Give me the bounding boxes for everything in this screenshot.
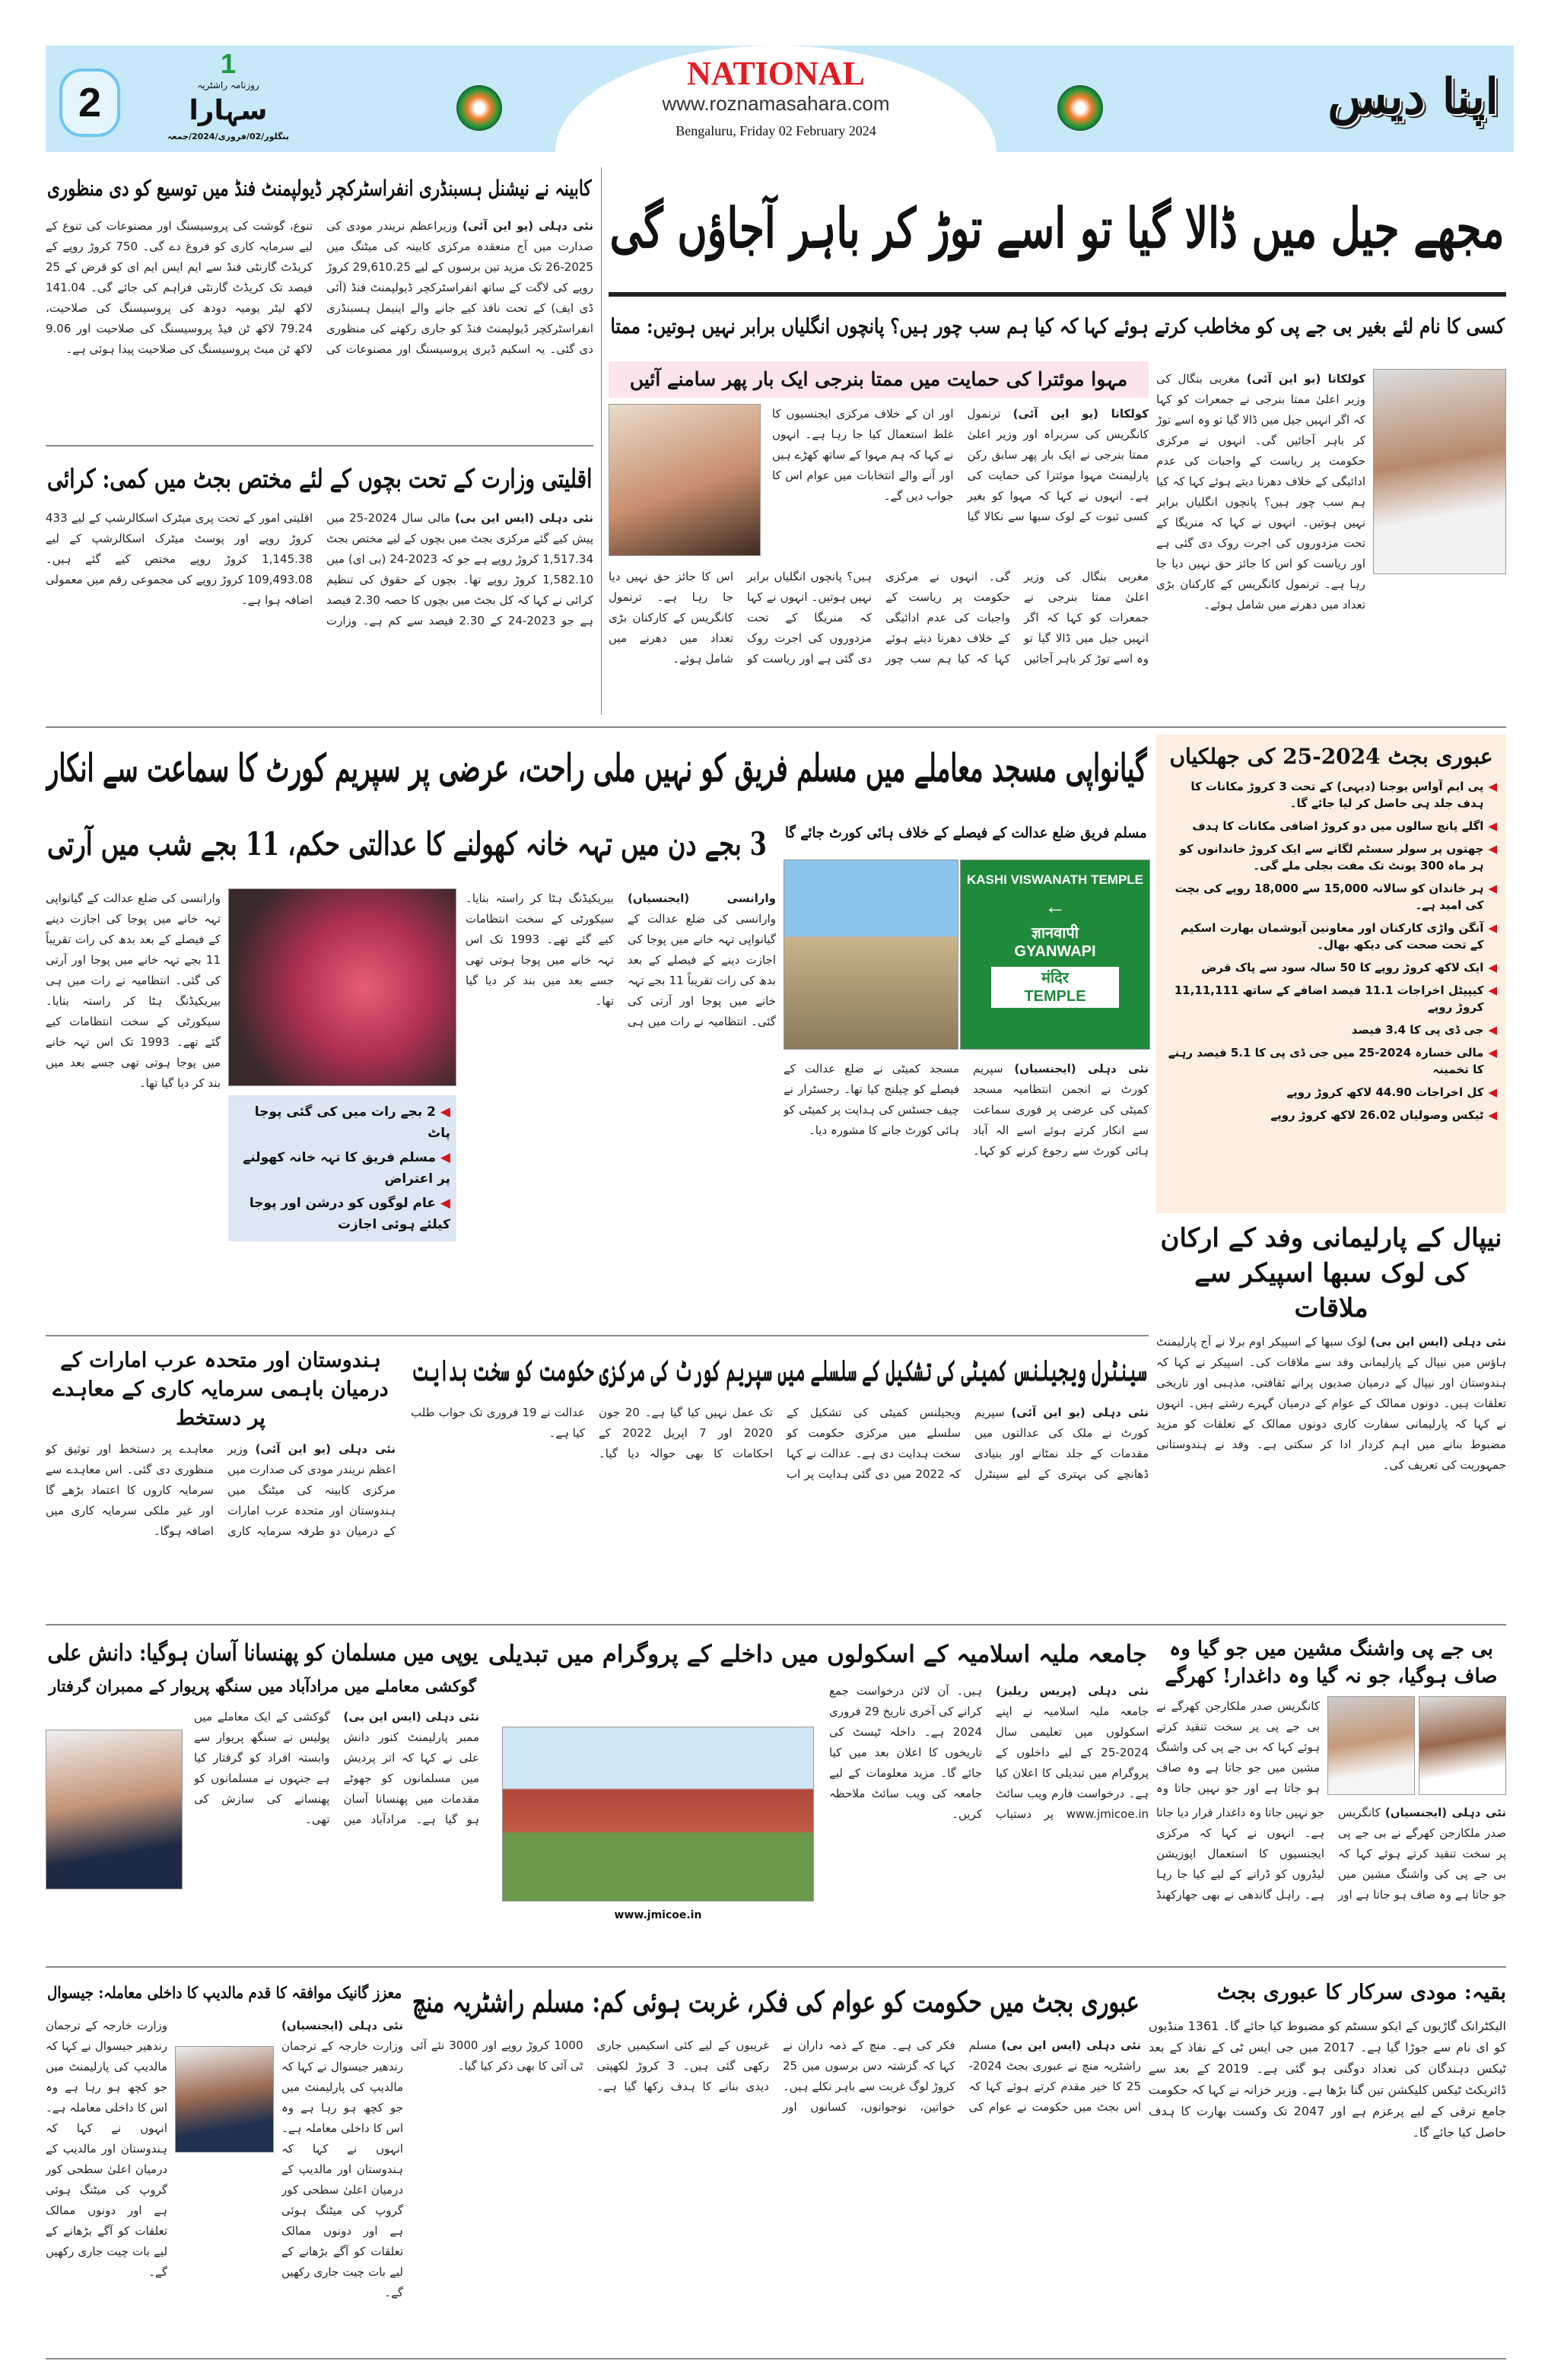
highlight-item bbox=[1165, 1044, 1497, 1078]
mahua-continued bbox=[609, 567, 1149, 710]
page-number: 2 bbox=[78, 80, 102, 126]
dateline: کولکاتا (یو این آئی) bbox=[1012, 407, 1149, 421]
bullet-icon: ◀ bbox=[1488, 1085, 1497, 1099]
paper-name: سہارا bbox=[189, 95, 268, 126]
dateline: نئی دہلی (یو این آئی) bbox=[1011, 1406, 1149, 1419]
priest-puja-photo bbox=[228, 888, 456, 1086]
bullet-icon: ◀ bbox=[1488, 842, 1497, 856]
article-mahua bbox=[609, 361, 1149, 561]
article-body: ممبر پارلیمنٹ کنور دانش علی نے کہا کہ اتر پردیش میں مسلمانوں کو جھوٹے مقدمات میں پھنسانا آسان ہو گیا ہے۔ مرادآباد میں گوکشی کے ایک معاملے میں پولیس نے سنگھ پریوار سے وابستہ افراد کو گرفتار کیا ہے جنہوں نے مسلمانوں کو پھنسانے کی سازش کی تھی۔ bbox=[194, 1710, 479, 1826]
highlight-item bbox=[1165, 959, 1497, 976]
article-body: جامعہ ملیہ اسلامیہ نے اپنے اسکولوں میں تعلیمی سال 2024-25 کے لیے داخلوں کے پروگرام میں تبدیلی کا اعلان کیا ہے۔ درخواست فارم ویب سائٹ www.jmicoe.in پر دستیاب ہیں۔ آن لائن درخواست جمع کرانے کی آخری تاریخ 29 فروری 2024 ہے۔ داخلہ ٹیسٹ کی تاریخوں کا اعلان بعد میں کیا جائے گا۔ مزید معلومات کے لیے جامعہ کی ویب سائٹ ملاحظہ کریں۔ bbox=[829, 1684, 1149, 1821]
sunburst-icon bbox=[1057, 85, 1103, 131]
highlight-item bbox=[1165, 840, 1497, 874]
article-uae bbox=[46, 1346, 396, 1613]
callout-item: ◀ مسلم فریق کا تہہ خانہ کھولنے پر اعتراض bbox=[243, 1150, 450, 1187]
divider bbox=[601, 167, 602, 715]
danish-ali-photo bbox=[46, 1730, 183, 1889]
article-body: وارانسی کی ضلع عدالت کے گیانواپی تہہ خانے میں پوجا کی اجازت دینے کے فیصلے کے بعد بدھ کی رات تقریباً 11 بجے تہہ خانے میں پوجا اور آرتی کی گئی۔ انتظامیہ نے رات میں ہی بیریکیڈنگ ہٹا کر راستہ بنایا۔ سیکورٹی کے سخت انتظامات کیے گئے تھے۔ 1993 تک اس تہہ خانے میں پوجا ہوتی تھی جسے بعد میں بند کر دیا گیا تھا۔ bbox=[466, 891, 776, 1028]
page-title: اپنا دیس bbox=[1327, 68, 1499, 126]
headline: سینٹرل ویجیلنس کمیٹی کی تشکیل کے سلسلے میں سپریم کورٹ کی مرکزی حکومت کو سخت ہدایت bbox=[412, 1353, 1148, 1388]
lead-subheadline: کسی کا نام لئے بغیر بی جے پی کو مخاطب کرتے ہوئے کہا کہ کیا ہم سب چور ہیں؟ پانچوں انگلیاں برابر نہیں ہوتیں: ممتا bbox=[610, 315, 1505, 338]
mahua-moitra-photo bbox=[609, 404, 761, 556]
temple-sign-photo bbox=[960, 860, 1150, 1050]
urdu-date: بنگلور/02/فروری/2024/جمعہ bbox=[167, 132, 290, 141]
sign-text: मंदिर bbox=[1041, 970, 1069, 987]
headline: کابینہ نے نیشنل ہسبنڈری انفراسٹرکچر ڈیولپمنٹ فنڈ میں توسیع کو دی منظوری bbox=[47, 176, 592, 202]
article-body: سپریم کورٹ نے انجمن انتظامیہ مسجد کمیٹی کی عرضی پر فوری سماعت سے انکار کرتے ہوئے اسے الہ آباد ہائی کورٹ سے رجوع کرنے کو کہا۔ مسجد کمیٹی نے ضلع عدالت کے فیصلے کو چیلنج کیا تھا۔ رجسٹرار نے چیف جسٹس کی ہدایت پر کمیٹی کو ہائی کورٹ جانے کا مشورہ دیا۔ bbox=[784, 1062, 1149, 1158]
headline: ہندوستان اور متحدہ عرب امارات کے درمیان باہمی سرمایہ کاری کے معاہدے پر دستخط bbox=[52, 1349, 389, 1430]
divider bbox=[46, 445, 593, 446]
divider bbox=[46, 1966, 1506, 1968]
headline: مہوا موئترا کی حمایت میں ممتا بنرجی ایک بار پھر سامنے آئیں bbox=[629, 368, 1128, 390]
highlight-text: کیپیٹل اخراجات 11.1 فیصد اضافے کے ساتھ 11,11,111 کروڑ روپے bbox=[1174, 983, 1484, 1014]
article-up bbox=[46, 1635, 479, 1955]
bullet-icon: ◀ bbox=[1488, 780, 1497, 793]
bullet-icon: ◀ bbox=[436, 1104, 450, 1120]
bullet-icon: ◀ bbox=[1488, 1023, 1497, 1037]
bullet-icon: ◀ bbox=[1488, 882, 1497, 895]
nepal-headline: نیپال کے پارلیمانی وفد کے ارکان کی لوک سبھا اسپیکر سے ملاقات bbox=[1160, 1223, 1502, 1323]
dateline: نئی دہلی (ایس این بی) bbox=[1370, 1335, 1506, 1349]
bullet-icon: ◀ bbox=[1488, 819, 1497, 833]
article-interim-budget bbox=[411, 1978, 1141, 2350]
bullet-icon: ◀ bbox=[436, 1150, 450, 1165]
article-body: کانگریس صدر ملکارجن کھرگے نے بی جے پی پر سخت تنقید کرتے ہوئے کہا کہ بی جے پی کی واشنگ مشین میں جو جاتا ہے وہ صاف ہو جاتا ہے اور جو نہیں جاتا وہ bbox=[1156, 1699, 1320, 1795]
headline: جامعہ ملیہ اسلامیہ کے اسکولوں میں داخلے کے پروگرام میں تبدیلی bbox=[488, 1641, 1148, 1669]
highlight-text: جی ڈی پی کا 3.4 فیصد bbox=[1351, 1023, 1484, 1037]
article-jamia bbox=[487, 1635, 1149, 1955]
article-body: مغربی بنگال کی وزیر اعلیٰ ممتا بنرجی نے جمعرات کو کہا کہ اگر انہیں جیل میں ڈالا گیا تو وہ اسے توڑ کر باہر آجائیں گی۔ انہوں نے مرکزی حکومت پر ریاست کے واجبات کی عدم ادائیگی کے خلاف دھرنا دیتے ہوئے کہا کہ کیا ہم سب چور ہیں؟ پانچوں انگلیاں برابر نہیں ہوتیں۔ انہوں نے کہا کہ منریگا کے تحت مزدوروں کی اجرت روک دی گئی ہے اور ریاست کو اس کا جائز حق نہیں دیا جا رہا ہے۔ ترنمول کانگریس کے کارکنان بڑی تعداد میں دھرنے میں شامل ہوئے۔ bbox=[1156, 372, 1365, 612]
highlight-item bbox=[1165, 982, 1497, 1015]
article-body: سپریم کورٹ نے ملک کی عدالتوں میں مقدمات کے جلد نمٹانے اور بنیادی ڈھانچے کی بہتری کے لیے سینٹرل ویجیلنس کمیٹی کی تشکیل کے سلسلے میں مرکزی حکومت کو سخت ہدایت دی ہے۔ عدالت نے کہا کہ 2022 میں دی گئی ہدایت پر اب تک عمل نہیں کیا گیا ہے۔ 20 جون 2020 اور 7 اپریل 2022 کے احکامات کا بھی حوالہ دیا گیا۔ عدالت نے 19 فروری تک جواب طلب کیا ہے۔ bbox=[411, 1406, 1149, 1481]
divider bbox=[46, 1335, 1149, 1336]
article-minority bbox=[46, 456, 593, 715]
article-body: وزیر اعظم نریندر مودی کی صدارت میں مرکزی کابینہ کی میٹنگ میں ہندوستان اور متحدہ عرب امارات کے درمیان دو طرفہ سرمایہ کاری معاہدے پر دستخط اور توثیق کو منظوری دی گئی۔ اس معاہدے سے سرمایہ کاروں کا اعتماد بڑھے گا اور غیر ملکی سرمایہ کاری میں اضافہ ہوگا۔ bbox=[46, 1442, 396, 1538]
jaiswal-photo bbox=[175, 2046, 274, 2153]
masthead bbox=[46, 46, 1514, 152]
divider bbox=[46, 1624, 1506, 1625]
logo-number-icon: 1 bbox=[220, 48, 237, 79]
highlight-item bbox=[1165, 818, 1497, 834]
mosque-photo bbox=[784, 860, 958, 1050]
paper-tag: روزنامہ راشٹریہ bbox=[197, 80, 259, 91]
headline: اقلیتی وزارت کے تحت بچوں کے لئے مختص بجٹ میں کمی: کرائی bbox=[46, 463, 593, 494]
gyanvapi-subheadline: 3 بجے دن میں تہہ خانہ کھولنے کا عدالتی حکم، 11 بجے شب میں آرتی bbox=[47, 825, 767, 863]
bullet-icon: ◀ bbox=[436, 1196, 450, 1211]
arrow-left-icon: ← bbox=[1044, 894, 1066, 918]
bullet-icon: ◀ bbox=[1488, 961, 1497, 974]
kharge-photo bbox=[1419, 1696, 1506, 1795]
highlight-item bbox=[1165, 920, 1497, 953]
divider bbox=[46, 726, 1506, 728]
bullet-icon: ◀ bbox=[1488, 921, 1497, 935]
highlight-text: چھتوں پر سولر سسٹم لگانے سے ایک کروڑ خاندانوں کو ہر ماہ 300 یونٹ تک مفت بجلی ملے گی۔ bbox=[1179, 842, 1484, 872]
sign-text: TEMPLE bbox=[1024, 988, 1086, 1005]
dateline: نئی دہلی (ایجنسیاں) bbox=[281, 2019, 403, 2032]
article-body: ترنمول کانگریس کی سربراہ اور وزیر اعلیٰ ممتا بنرجی نے ایک بار پھر سابق رکن پارلیمنٹ مہوا موئترا کی حمایت کی ہے۔ انہوں نے کہا کہ مہوا کو بغیر کسی ثبوت کے لوک سبھا سے نکالا گیا اور ان کے خلاف مرکزی ایجنسیوں کا غلط استعمال کیا جا رہا ہے۔ انہوں نے کہا کہ ہم مہوا کے ساتھ کھڑے ہیں اور آنے والے انتخابات میں عوام اس کا جواب دیں گے۔ bbox=[772, 407, 1149, 523]
gyanvapi-callout bbox=[228, 1095, 456, 1241]
article-body: لوک سبھا کے اسپیکر اوم برلا نے آج پارلیمنٹ ہاؤس میں نیپال کے پارلیمانی وفد سے ملاقات کی۔ اسپیکر نے کہا کہ ہندوستان اور نیپال کے درمیان صدیوں پرانے ثقافتی، مذہبی اور تاریخی تعلقات ہیں۔ دونوں ممالک کے عوام کے درمیان گہرے رشتے ہیں۔ انہوں نے کہا کہ پارلیمانی سفارت کاری دونوں ممالک کے تعلقات کو مزید مضبوط بنانے میں اہم کردار ادا کر سکتی ہے۔ وفد نے ہندوستانی جمہوریت کی تعریف کی۔ bbox=[1156, 1335, 1506, 1472]
article-budget-continued bbox=[1149, 1978, 1506, 2350]
box-title: عبوری بجٹ 2024-25 کی جھلکیاں bbox=[1169, 744, 1493, 769]
dateline: نئی دہلی (یو این آئی) bbox=[462, 219, 593, 233]
article-body: وزارت خارجہ کے ترجمان رندھیر جیسوال نے کہا کہ مالدیپ کی پارلیمنٹ میں جو کچھ ہو رہا ہے وہ اس کا داخلی معاملہ ہے۔ انہوں نے کہا کہ ہندوستان اور مالدیپ کے درمیان اعلیٰ سطحی کور گروپ کی میٹنگ ہوئی ہے اور دونوں ممالک تعلقات کو آگے بڑھانے کے لیے بات چیت جاری رکھیں گے۔ bbox=[281, 2039, 403, 2299]
article-mamata bbox=[1156, 361, 1506, 715]
section-title: NATIONAL bbox=[687, 55, 865, 92]
sign-text: ज्ञानवापी bbox=[1031, 925, 1079, 942]
dateline: کولکاتا (یو این آئی) bbox=[1246, 372, 1365, 386]
dateline: نئی دہلی (یو این آئی) bbox=[255, 1442, 396, 1456]
divider bbox=[609, 292, 1506, 297]
article-cabinet bbox=[46, 167, 593, 441]
article-body: وزیراعظم نریندر مودی کی صدارت میں آج منعقدہ مرکزی کابینہ کی میٹنگ میں 2025-26 تک مزید تین برسوں کے لیے 29,610.25 کروڑ روپے کی لاگت کے ساتھ انفراسٹرکچر ڈیولپمنٹ فنڈ (آئی ڈی ایف) کے تحت نافذ کیے جانے والے اینیمل ہسبنڈری انفراسٹرکچر ڈیولپمنٹ فنڈ کو جاری رکھنے کی منظوری دی گئی۔ یہ اسکیم ڈیری پروسیسنگ اور مصنوعات کی تنوع، گوشت کی پروسیسنگ اور مصنوعات کی تنوع کے لیے سرمایہ کاری کو فروغ دے گی۔ 750 کروڑ روپے کے کریڈٹ گارنٹی فنڈ سے ایم ایس ایم ای کو قرض کے 25 فیصد تک کریڈٹ گارنٹی فراہم کی جائے گی۔ 141.04 لاکھ لیٹر یومیہ دودھ کی پروسیسنگ کی صلاحیت، 79.24 لاکھ ٹن فیڈ پروسیسنگ کی صلاحیت اور 9.06 لاکھ ٹن میٹ پروسیسنگ کی صلاحیت پیدا ہوئی ہے۔ bbox=[46, 219, 593, 356]
callout-item: ◀ 2 بجے رات میں کی گئی پوجا پاٹ bbox=[254, 1104, 450, 1141]
callout-item: ◀ عام لوگوں کو درشن اور پوجا کیلئے ہوئی اجازت bbox=[249, 1196, 450, 1232]
article-bjp bbox=[1156, 1635, 1506, 1955]
bullet-icon: ◀ bbox=[1488, 983, 1497, 997]
highlight-text: آنگن واڑی کارکنان اور معاونین آیوشمان بھارت اسکیم کے تحت صحت کی دیکھ بھال۔ bbox=[1180, 921, 1484, 952]
article-body: مالی سال 2024-25 میں پیش کیے گئے مرکزی بجٹ میں بچوں کے لیے مختص بجٹ 1,517.34 کروڑ روپے ہے جو کہ 2023-24 (بی ای) میں 1,582.10 کروڑ روپے تھا۔ بچوں کے حقوق کی تنظیم کرائی نے کہا کہ کل بجٹ میں بچوں کا حصہ 2.30 فیصد ہے جو 2023-24 کے 2.30 فیصد سے کم ہے۔ وزارت اقلیتی امور کے تحت پری میٹرک اسکالرشپ کے لیے 433 کروڑ روپے اور پوسٹ میٹرک اسکالرشپ کے لیے 1,145.38 کروڑ روپے مختص کیے گئے ہیں۔ 109,493.08 کروڑ روپے کی مجموعی رقم میں معمولی اضافہ ہوا ہے۔ bbox=[46, 511, 593, 628]
gyanvapi-body-left bbox=[46, 888, 221, 1320]
dateline: نئی دہلی (ایس این بی) bbox=[1001, 2038, 1141, 2052]
dateline: نئی دہلی (ایجنسیاں) bbox=[1014, 1062, 1149, 1076]
highlight-text: ٹیکس وصولیاں 26.02 لاکھ کروڑ روپے bbox=[1270, 1108, 1484, 1122]
headline: بی جے پی واشنگ مشین میں جو گیا وہ صاف ہوگیا، جو نہ گیا وہ داغدار! کھرگے bbox=[1165, 1638, 1498, 1688]
bullet-icon: ◀ bbox=[1488, 1046, 1497, 1060]
gyanvapi-kicker: مسلم فریق ضلع عدالت کے فیصلے کے خلاف ہائی کورٹ جائے گا bbox=[785, 825, 1147, 841]
article-body: مغربی بنگال کی وزیر اعلیٰ ممتا بنرجی نے جمعرات کو کہا کہ اگر انہیں جیل میں ڈالا گیا تو وہ اسے توڑ کر باہر آجائیں گی۔ انہوں نے مرکزی حکومت پر ریاست کے واجبات کی عدم ادائیگی کے خلاف دھرنا دیتے ہوئے کہا کہ کیا ہم سب چور ہیں؟ پانچوں انگلیاں برابر نہیں ہوتیں۔ انہوں نے کہا کہ منریگا کے تحت مزدوروں کی اجرت روک دی گئی ہے اور ریاست کو اس کا جائز حق نہیں دیا جا رہا ہے۔ ترنمول کانگریس کے کارکنان بڑی تعداد میں دھرنے میں شامل ہوئے۔ bbox=[609, 570, 1149, 666]
headline: بقیہ: مودی سرکار کا عبوری بجٹ bbox=[1216, 1981, 1506, 2004]
photo-caption: www.jmicoe.in bbox=[614, 1909, 702, 1921]
article-body: وارانسی کی ضلع عدالت کے گیانواپی تہہ خانے میں پوجا کی اجازت دینے کے فیصلے کے بعد بدھ کی رات تقریباً 11 بجے تہہ خانے میں پوجا اور آرتی کی گئی۔ انتظامیہ نے رات میں ہی بیریکیڈنگ ہٹا کر راستہ بنایا۔ سیکورٹی کے سخت انتظامات کیے گئے تھے۔ 1993 تک اس تہہ خانے میں پوجا ہوتی تھی جسے بعد میں بند کر دیا گیا تھا۔ bbox=[46, 891, 221, 1090]
gyanvapi-headline: گیانواپی مسجد معاملے میں مسلم فریق کو نہیں ملی راحت، عرضی پر سپریم کورٹ کا سماعت سے انکار bbox=[46, 745, 1148, 790]
highlight-item bbox=[1165, 1022, 1497, 1038]
article-vigilance bbox=[411, 1346, 1149, 1613]
rahul-gandhi-photo bbox=[1327, 1696, 1415, 1795]
highlight-text: کل اخراجات 44.90 لاکھ کروڑ روپے bbox=[1286, 1085, 1484, 1099]
highlight-text: ایک لاکھ کروڑ روپے کا 50 سالہ سود سے پاک قرض bbox=[1201, 961, 1484, 974]
article-body: مسلم راشٹریہ منچ نے عبوری بجٹ 2024-25 کا خیر مقدم کرتے ہوئے کہا کہ اس بجٹ میں حکومت نے عوام کی فکر کی ہے۔ منچ کے ذمہ داران نے کہا کہ گزشتہ دس برسوں میں 25 کروڑ لوگ غربت سے باہر نکلے ہیں۔ خواتین، نوجوانوں، کسانوں اور غریبوں کے لیے کئی اسکیمیں جاری رکھی گئی ہیں۔ 3 کروڑ لکھپتی دیدی بنانے کا ہدف رکھا گیا ہے۔ 1000 کروڑ روپے اور 3000 نئے آئی ٹی آئی کا بھی ذکر کیا گیا۔ bbox=[411, 2038, 1141, 2114]
dateline: وارانسی (ایجنسیاں) bbox=[628, 891, 776, 905]
dateline: نئی دہلی (پریس ریلیز) bbox=[996, 1684, 1149, 1698]
mamata-banerjee-photo bbox=[1373, 369, 1506, 574]
sign-text: GYANWAPI bbox=[1014, 943, 1096, 960]
sign-text: KASHI VISWANATH TEMPLE bbox=[966, 872, 1144, 887]
page-number-badge bbox=[59, 68, 120, 137]
dateline: نئی دہلی (ایجنسیاں) bbox=[1384, 1806, 1506, 1819]
highlight-text: ہر خاندان کو سالانہ 15,000 سے 18,000 روپے کی بچت کی امید ہے۔ bbox=[1175, 882, 1484, 912]
sunburst-icon bbox=[456, 85, 502, 131]
highlight-item bbox=[1165, 880, 1497, 914]
paper-logo bbox=[160, 49, 297, 151]
gyanvapi-body-right bbox=[784, 1059, 1149, 1305]
dateline: Bengaluru, Friday 02 February 2024 bbox=[675, 123, 876, 138]
headline: معزز گانیک موافقہ کا قدم مالدیپ کا داخلی معاملہ: جیسوال bbox=[46, 1983, 402, 2003]
highlights-list bbox=[1165, 778, 1497, 1123]
highlight-item bbox=[1165, 1107, 1497, 1123]
lead-headline: مجھے جیل میں ڈالا گیا تو اسے توڑ کر باہر آجاؤں گی bbox=[609, 195, 1505, 260]
article-nepal bbox=[1156, 1221, 1506, 1613]
dateline: نئی دہلی (ایس این بی) bbox=[455, 511, 593, 525]
highlight-text: اگلے پانچ سالوں میں دو کروڑ اضافی مکانات کا ہدف bbox=[1192, 819, 1484, 833]
subheadline: گوکشی معاملے میں مرادآباد میں سنگھ پریوار کے ممبران گرفتار bbox=[48, 1676, 477, 1696]
divider bbox=[46, 2358, 1506, 2359]
title-arch bbox=[555, 46, 997, 152]
highlight-item bbox=[1165, 1084, 1497, 1101]
article-body: وزارت خارجہ کے ترجمان رندھیر جیسوال نے کہا کہ مالدیپ کی پارلیمنٹ میں جو کچھ ہو رہا ہے وہ اس کا داخلی معاملہ ہے۔ انہوں نے کہا کہ ہندوستان اور مالدیپ کے درمیان اعلیٰ سطحی کور گروپ کی میٹنگ ہوئی ہے اور دونوں ممالک تعلقات کو آگے بڑھانے کے لیے بات چیت جاری رکھیں گے۔ bbox=[46, 2019, 167, 2279]
article-jaiswal bbox=[46, 1978, 403, 2350]
article-body: الیکٹرانک گاڑیوں کے ایکو سسٹم کو مضبوط کیا جائے گا۔ 1361 منڈیوں کو ای نام سے جوڑا گیا ہے۔ 2017 میں جی ایس ٹی کے نفاذ کے بعد ٹیکس دہندگان کی تعداد دوگنی ہو گئی ہے۔ 2019 کے بعد سے ڈائریکٹ ٹیکس کلیکشن تین گنا بڑھا ہے۔ وزیر خزانہ نے کہا کہ حکومت جامع ترقی کے لیے پرعزم ہے اور 2047 تک وکست بھارت کا ہدف حاصل کیا جائے گا۔ bbox=[1149, 2019, 1506, 2140]
gyanvapi-body-mid bbox=[466, 888, 776, 1320]
dateline: نئی دہلی (ایس این بی) bbox=[343, 1710, 479, 1724]
budget-highlights-box bbox=[1156, 734, 1506, 1213]
highlight-text: مالی خسارہ 2024-25 میں جی ڈی پی کا 5.1 فیصد رہنے کا تخمینہ bbox=[1168, 1046, 1484, 1076]
headline: یوپی میں مسلمان کو پھنسانا آسان ہوگیا: دانش علی bbox=[47, 1640, 478, 1667]
article-body: کانگریس صدر ملکارجن کھرگے نے بی جے پی پر سخت تنقید کرتے ہوئے کہا کہ بی جے پی کی واشنگ مشین میں جو جاتا ہے وہ صاف ہو جاتا ہے اور جو نہیں جاتا وہ داغدار قرار دیا جاتا ہے۔ انہوں نے کہا کہ مرکزی ایجنسیوں کا استعمال اپوزیشن لیڈروں کو ڈرانے کے لیے کیا جا رہا ہے۔ راہل گاندھی نے بھی جھارکھنڈ bbox=[1156, 1806, 1506, 1902]
highlight-item bbox=[1165, 778, 1497, 812]
jamia-campus-photo bbox=[502, 1727, 814, 1902]
bullet-icon: ◀ bbox=[1488, 1108, 1497, 1122]
highlight-text: پی ایم آواس یوجنا (دیہی) کے تحت 3 کروڑ مکانات کا ہدف جلد ہی حاصل کر لیا جائے گا۔ bbox=[1190, 780, 1484, 810]
headline: عبوری بجٹ میں حکومت کو عوام کی فکر، غربت ہوئی کم: مسلم راشٹریہ منچ bbox=[412, 1984, 1140, 2019]
website: www.roznamasahara.com bbox=[662, 92, 890, 115]
